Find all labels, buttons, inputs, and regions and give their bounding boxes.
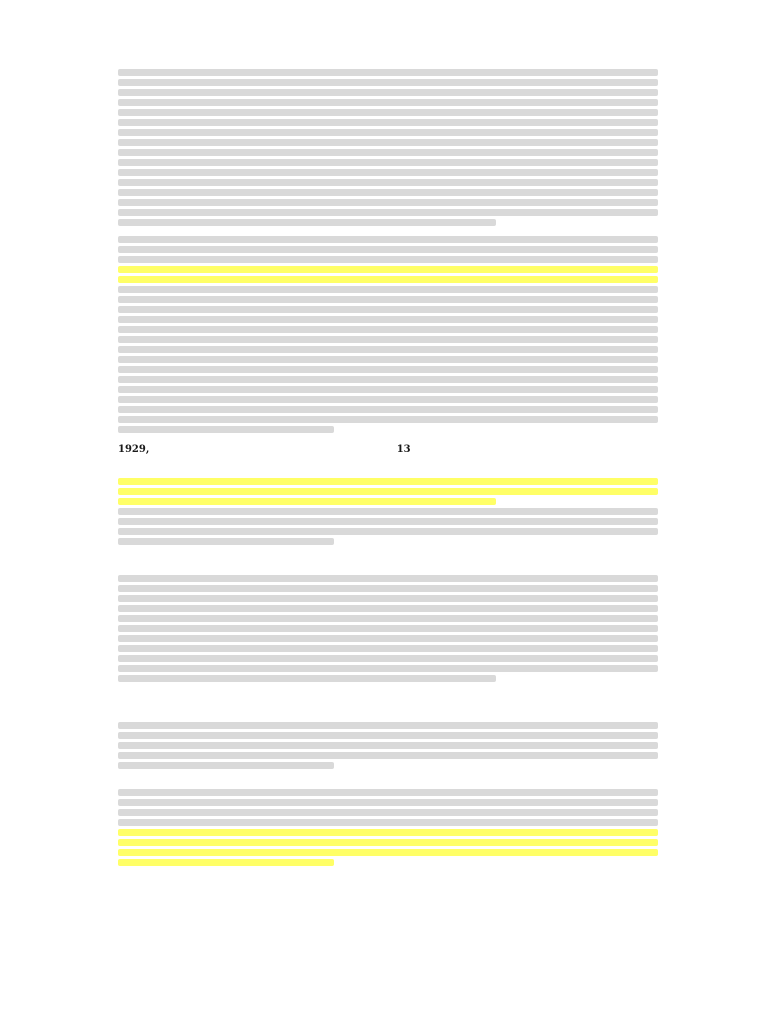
- highlighted-heading-block: [118, 478, 658, 545]
- footer-year: 1929,: [118, 444, 150, 455]
- publication-footer: [118, 443, 658, 456]
- closing-block-2: [118, 789, 658, 866]
- second-text-block: [118, 236, 658, 433]
- footer-page-number: 13: [396, 444, 411, 455]
- closing-block-1: [118, 722, 658, 769]
- opening-text-block: [118, 69, 658, 226]
- commentary-block: [118, 575, 658, 682]
- article-page: [118, 66, 658, 876]
